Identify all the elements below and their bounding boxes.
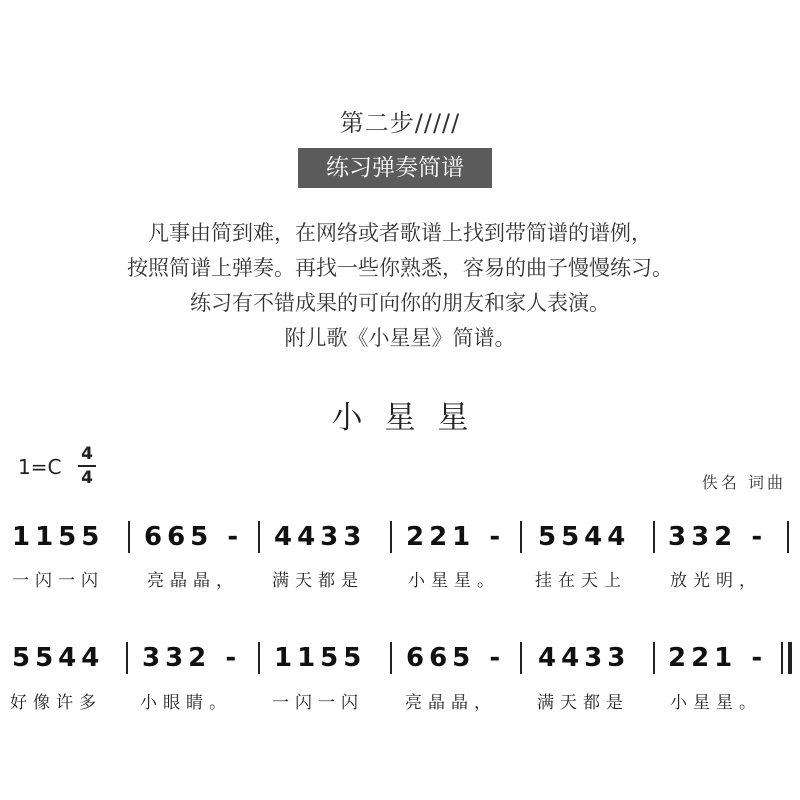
measure: 221 -: [668, 643, 768, 673]
lyric-phrase: 满天都是: [537, 693, 629, 713]
lyric-phrase: 亮晶晶，: [405, 693, 497, 713]
intro-text: [0, 216, 800, 356]
lyric-phrase: 小眼睛。: [140, 693, 232, 713]
measure: 332 -: [142, 643, 242, 673]
measure: 1155: [12, 522, 105, 552]
intro-line: 练习有不错成果的可向你的朋友和家人表演。: [190, 291, 610, 315]
lyric-phrase: 小星星。: [408, 571, 500, 591]
lyric-phrase: 亮晶晶，: [147, 571, 239, 591]
step-title: 第二步/////: [339, 109, 461, 137]
measure: 1155: [274, 643, 367, 673]
barline: [520, 642, 522, 674]
intro-line: 凡事由简到难，在网络或者歌谱上找到带简谱的谱例，: [148, 221, 652, 245]
measure: 4433: [274, 522, 367, 552]
barline: [520, 521, 522, 553]
lyric-phrase: 挂在天上: [535, 571, 627, 591]
measure: 665 -: [144, 522, 244, 552]
lyric-phrase: 小星星。: [670, 693, 762, 713]
lyric-phrase: 放光明，: [670, 571, 762, 591]
lyric-phrase: 满天都是: [272, 571, 364, 591]
lyrics-line-1: [0, 566, 800, 596]
barline: [390, 521, 392, 553]
lyric-phrase: 一闪一闪: [272, 693, 364, 713]
measure: 5544: [12, 643, 105, 673]
measure: 332 -: [668, 522, 768, 552]
barline: [787, 521, 789, 553]
time-signature: [76, 444, 98, 488]
key-signature: 1=C: [18, 455, 62, 479]
barline: [258, 642, 260, 674]
intro-line: 附儿歌《小星星》简谱。: [284, 326, 516, 350]
measure: 221 -: [406, 522, 506, 552]
lyric-phrase: 一闪一闪: [12, 571, 104, 591]
song-title: 小星星: [331, 400, 491, 436]
barline: [128, 521, 130, 553]
barline: [126, 642, 128, 674]
notation-line-1: [0, 517, 800, 557]
barline: [653, 642, 655, 674]
measure: 665 -: [406, 643, 506, 673]
lyrics-line-2: [0, 688, 800, 718]
final-barline-thick: [788, 642, 792, 674]
final-barline-thin: [781, 642, 783, 674]
barline: [258, 521, 260, 553]
barline: [390, 642, 392, 674]
song-credit: 佚名 词曲: [701, 473, 786, 492]
time-signature-bottom: 4: [81, 468, 93, 488]
measure: 4433: [538, 643, 631, 673]
intro-line: 按照简谱上弹奏。再找一些你熟悉，容易的曲子慢慢练习。: [127, 256, 673, 280]
notation-line-2: [0, 638, 800, 678]
measure: 5544: [538, 522, 631, 552]
section-banner: 练习弹奏简谱: [298, 148, 492, 188]
lyric-phrase: 好像许多: [10, 693, 102, 713]
time-signature-top: 4: [81, 444, 93, 464]
barline: [653, 521, 655, 553]
time-signature-divider: [78, 465, 96, 467]
